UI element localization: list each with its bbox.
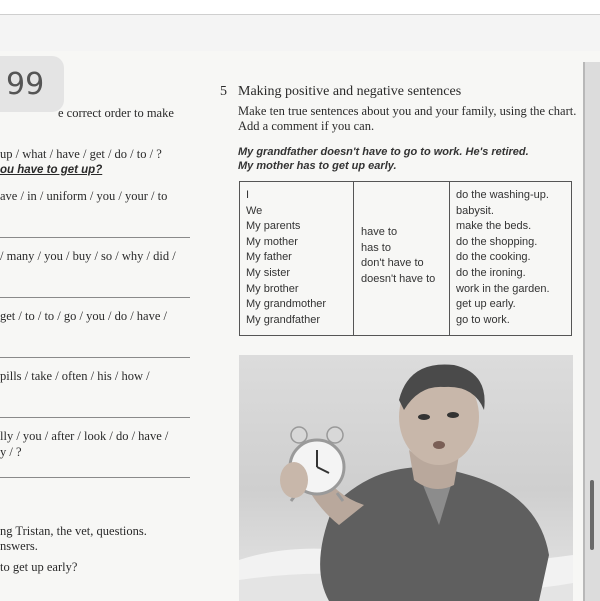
- section-6-instruction-2: nswers.: [0, 539, 38, 553]
- subject-item: My brother: [246, 282, 299, 295]
- viewer-background: [0, 15, 600, 51]
- subject-item: We: [246, 204, 263, 217]
- subject-item: My sister: [246, 266, 290, 279]
- answer-line-3: [0, 297, 190, 298]
- question-2-words: ave / in / uniform / you / your / to: [0, 189, 168, 203]
- subject-item: My grandfather: [246, 313, 320, 326]
- subject-item: My mother: [246, 235, 298, 248]
- activity-item: work in the garden.: [456, 282, 550, 295]
- verbs-column: [354, 182, 450, 335]
- exercise-instruction-fragment: e correct order to make: [58, 106, 174, 120]
- example-line-1: My grandfather doesn't have to go to work. He's retired.: [238, 146, 529, 158]
- man-with-alarm-clock-photo: [239, 355, 573, 601]
- question-4-words: get / to / to / go / you / do / have /: [0, 309, 167, 323]
- activities-column: [450, 182, 571, 335]
- section-number: 5: [220, 84, 227, 99]
- question-3-words: / many / you / buy / so / why / did /: [0, 249, 176, 263]
- activity-item: do the ironing.: [456, 266, 526, 279]
- verb-item: have to: [361, 226, 398, 238]
- activity-item: go to work.: [456, 313, 510, 326]
- answer-line-5: [0, 417, 190, 418]
- subject-item: My parents: [246, 220, 301, 233]
- activity-item: do the cooking.: [456, 251, 531, 264]
- verb-item: don't have to: [361, 257, 424, 270]
- question-1-answer: ou have to get up?: [0, 164, 103, 176]
- question-5-words: pills / take / often / his / how /: [0, 369, 150, 383]
- question-6-words-2: y / ?: [0, 445, 22, 459]
- activity-item: do the shopping.: [456, 235, 538, 248]
- verb-item: has to: [361, 241, 391, 254]
- scrollbar-thumb[interactable]: [590, 480, 594, 550]
- answer-line-6: [0, 477, 190, 478]
- subjects-column: [240, 182, 354, 335]
- activity-item: make the beds.: [456, 220, 532, 233]
- section-title: Making positive and negative sentences: [238, 84, 462, 99]
- subject-item: My grandmother: [246, 298, 327, 311]
- sentence-chart: [239, 181, 572, 336]
- activity-item: get up early.: [456, 298, 516, 311]
- photo-illustration: [239, 355, 573, 601]
- question-1-words: up / what / have / get / do / to / ?: [0, 147, 162, 161]
- subject-item: My father: [246, 251, 292, 264]
- browser-top-bar: [0, 0, 600, 15]
- example-sentences: [238, 145, 578, 173]
- activity-item: babysit.: [456, 204, 494, 217]
- section-6-instruction: ng Tristan, the vet, questions.: [0, 524, 147, 538]
- answer-line-2: [0, 237, 190, 238]
- answer-line-4: [0, 357, 190, 358]
- section-instructions: Make ten true sentences about you and your family, using the chart. Add a comment if you can.: [238, 104, 577, 133]
- section-6-question-1: to get up early?: [0, 560, 78, 574]
- example-line-2: My mother has to get up early.: [238, 160, 397, 172]
- activity-item: do the washing-up.: [456, 189, 549, 201]
- question-6-words: lly / you / after / look / do / have /: [0, 429, 169, 443]
- page-number-badge: 99: [0, 56, 64, 112]
- verb-item: doesn't have to: [361, 272, 436, 285]
- subject-item: I: [246, 189, 250, 201]
